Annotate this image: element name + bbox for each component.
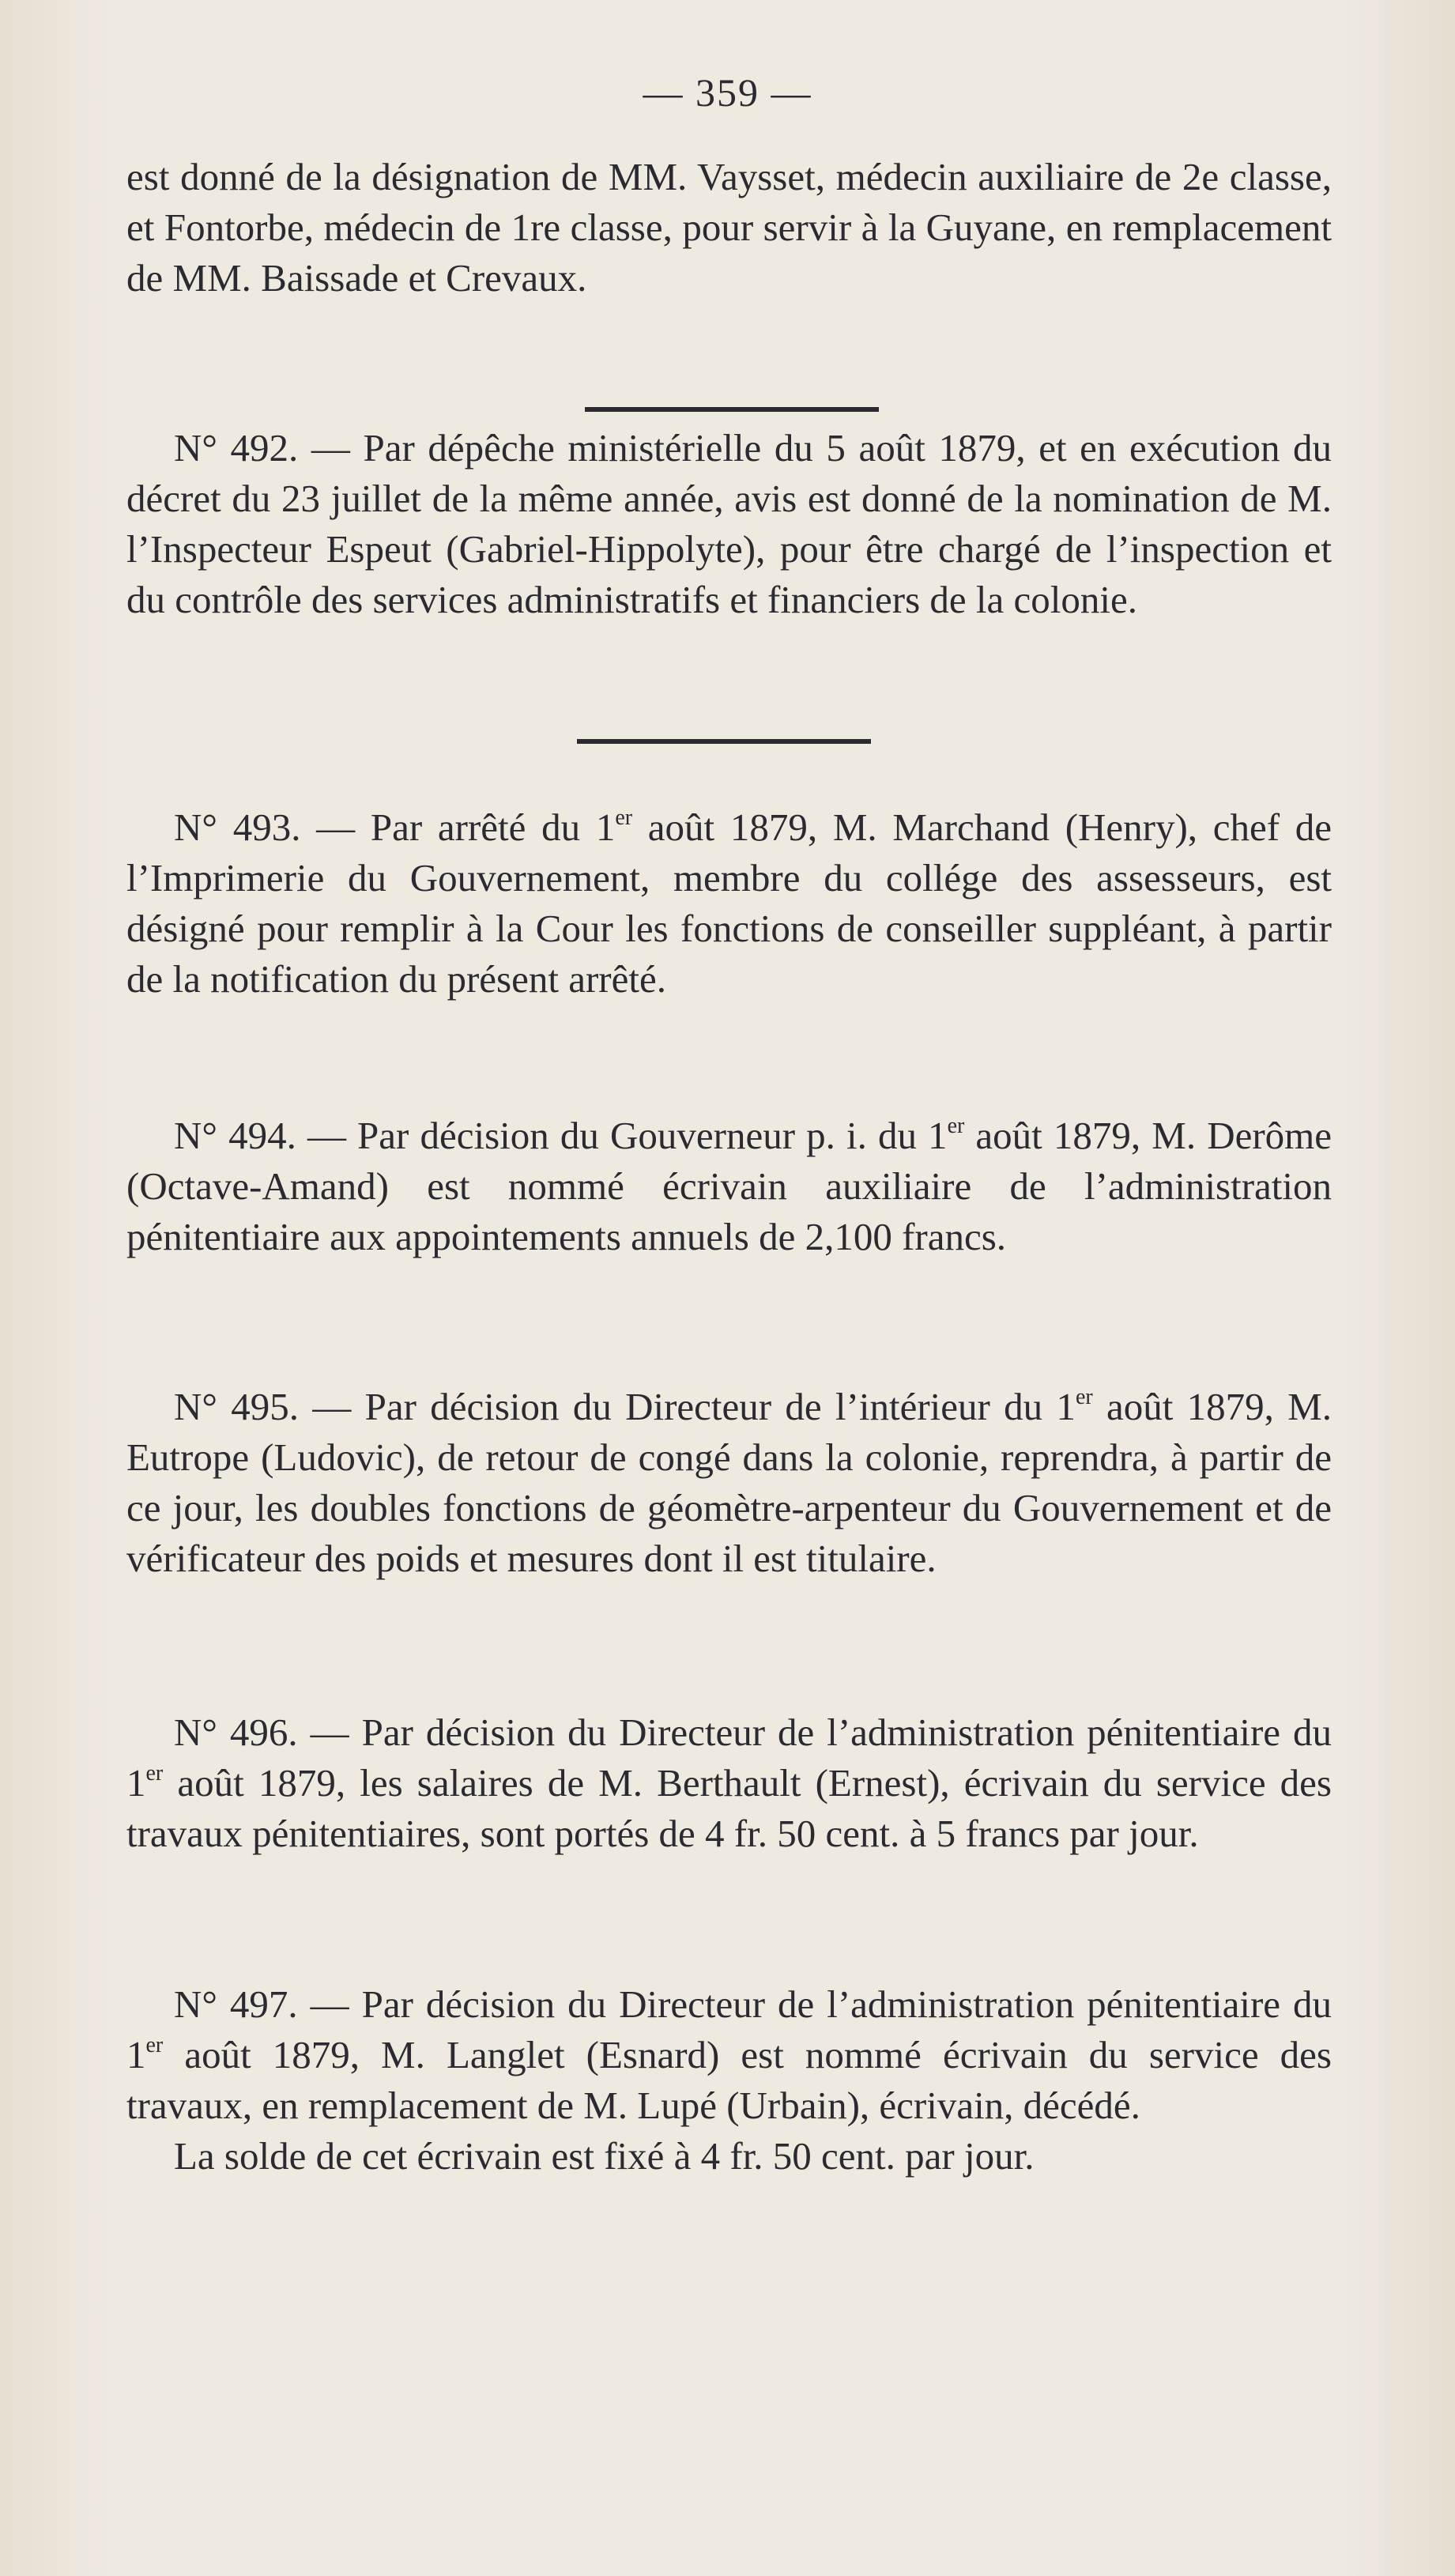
entry-493 <box>126 802 1332 1005</box>
entry-text: — Par décision du Directeur de l’intérieur du 1 <box>312 1385 1076 1428</box>
entry-number: N° 497. <box>174 1982 298 2026</box>
entry-text: août 1879, M. Langlet (Esnard) est nommé écrivain du service des travaux, en remplacement de M. Lupé (Urbain), écrivain, décédé. <box>126 2033 1332 2127</box>
continuation-text: est donné de la désignation de MM. Vaysset, médecin auxiliaire de 2e classe, et Fontorbe, médecin de 1re classe, pour servir à la Guyane, en remplacement de MM. Baissade et Crevaux. <box>126 155 1332 300</box>
entry-495 <box>126 1382 1332 1584</box>
entry-496 <box>126 1707 1332 1859</box>
entry-number: N° 496. <box>174 1710 298 1754</box>
section-divider <box>585 407 879 412</box>
ordinal-superscript: er <box>947 1114 965 1138</box>
entry-text: — Par dépêche ministérielle du 5 août 1879, et en exécution du décret du 23 juillet de la même année, avis est donné de la nomination de M. l’Inspecteur Espeut (Gabriel-Hippolyte), pour être chargé de l’inspection et du contrôle des services administratifs et financiers de la colonie. <box>126 426 1332 621</box>
entry-494 <box>126 1111 1332 1262</box>
entry-paragraph <box>126 1382 1332 1584</box>
entry-paragraph <box>126 1979 1332 2131</box>
entry-text: août 1879, les salaires de M. Berthault (Ernest), écrivain du service des travaux pénitentiaires, sont portés de 4 fr. 50 cent. à 5 francs par jour. <box>126 1761 1332 1855</box>
entry-paragraph <box>126 1707 1332 1859</box>
entry-text: — Par décision du Gouverneur p. i. du 1 <box>307 1114 948 1157</box>
entry-text: — Par décision du Directeur de l’administration pénitentiaire du 1 <box>126 1710 1332 1805</box>
ordinal-superscript: er <box>145 1761 164 1786</box>
entry-number: N° 493. <box>174 805 301 849</box>
entry-text: août 1879, M. Marchand (Henry), chef de l’Imprimerie du Gouvernement, membre du collége des assesseurs, est désigné pour remplir à la Cour les fonctions de conseiller suppléant, à partir de la notification du présent arrêté. <box>126 805 1332 1001</box>
page-number: — 359 — <box>643 70 812 115</box>
entry-number: N° 495. <box>174 1385 300 1428</box>
continuation-paragraph <box>126 152 1332 304</box>
entry-497 <box>126 1979 1332 2182</box>
entry-text: août 1879, M. Eutrope (Ludovic), de retour de congé dans la colonie, reprendra, à partir de ce jour, les doubles fonctions de géomètre-arpenteur du Gouvernement et de vérificateur des poids et mesures dont il est titulaire. <box>126 1385 1332 1580</box>
entry-number: N° 494. <box>174 1114 296 1157</box>
section-divider <box>577 739 871 744</box>
entry-text: août 1879, M. Derôme (Octave-Amand) est nommé écrivain auxiliaire de l’administration pénitentiaire aux appointements annuels de 2,100 francs. <box>126 1114 1332 1258</box>
entry-number: N° 492. <box>174 426 299 470</box>
entry-text: — Par décision du Directeur de l’administration pénitentiaire du 1 <box>126 1982 1332 2076</box>
entry-paragraph <box>126 1111 1332 1262</box>
entry-492 <box>126 423 1332 625</box>
entry-paragraph <box>126 802 1332 1005</box>
ordinal-superscript: er <box>145 2033 164 2057</box>
ordinal-superscript: er <box>1075 1385 1093 1409</box>
ordinal-superscript: er <box>615 805 633 830</box>
entry-note: La solde de cet écrivain est fixé à 4 fr. 50 cent. par jour. <box>174 2134 1035 2178</box>
entry-text: — Par arrêté du 1 <box>316 805 616 849</box>
entry-paragraph <box>126 423 1332 625</box>
